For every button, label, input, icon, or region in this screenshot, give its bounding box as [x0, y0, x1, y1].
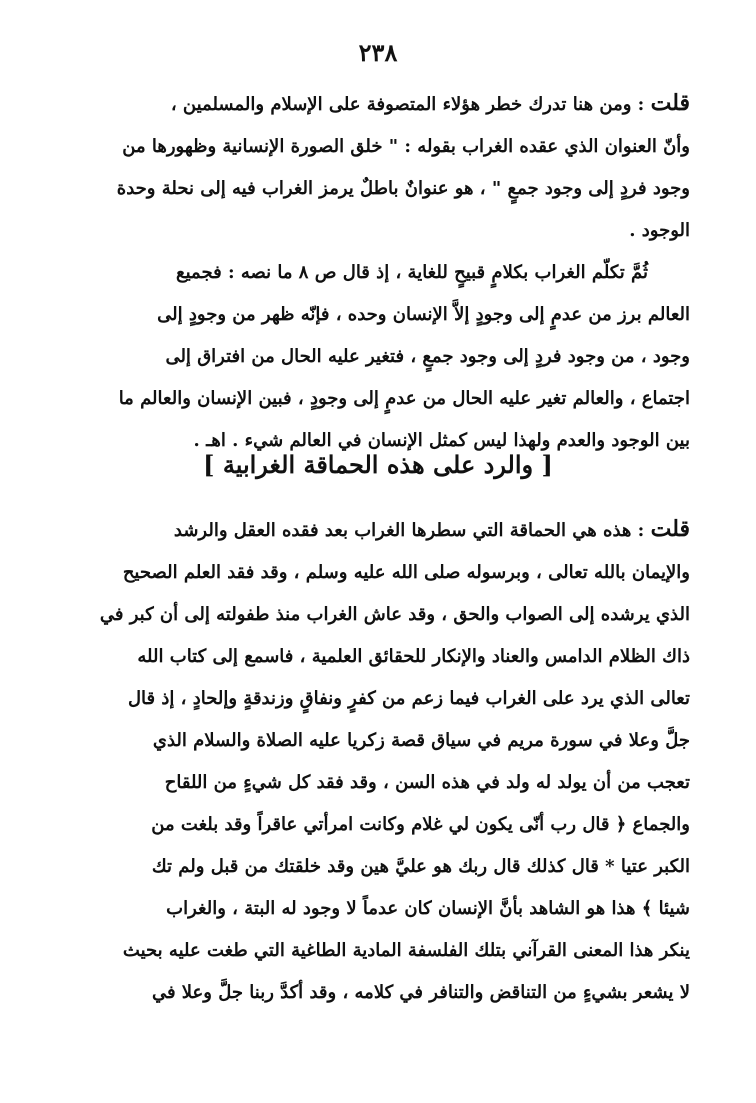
text-line: قلت : ومن هنا تدرك خطر هؤلاء المتصوفة على الإسلام والمسلمين ، [170, 90, 690, 116]
text-line: بين الوجود والعدم ولهذا ليس كمثل الإنسان في العالم شيء . اهـ . [193, 430, 690, 451]
page-number: ٢٣٨ [358, 38, 398, 67]
text-line: والإيمان بالله تعالى ، وبرسوله صلى الله عليه وسلم ، وقد فقد العلم الصحيح [122, 562, 690, 583]
keyword-qultu: قلت [650, 516, 690, 542]
text-line: شيئا ﴾ هذا هو الشاهد بأنَّ الإنسان كان عدماً لا وجود له البتة ، والغراب [166, 898, 690, 919]
text-line: جلَّ وعلا في سورة مريم في سياق قصة زكريا عليه الصلاة والسلام الذي [152, 730, 690, 751]
text-line: الوجود . [629, 220, 690, 241]
text-line: والجماع ﴿ قال رب أنّى يكون لي غلام وكانت امرأتي عاقراً وقد بلغت من [151, 814, 690, 835]
text-line: الذي يرشده إلى الصواب والحق ، وقد عاش الغراب منذ طفولته إلى أن كبر في [99, 604, 690, 625]
text-line: ينكر هذا المعنى القرآني بتلك الفلسفة المادية الطاغية التي طغت عليه بحيث [122, 940, 690, 961]
text-line: وجود ، من وجود فردٍ إلى وجود جمعٍ ، فتغير عليه الحال من افتراق إلى [165, 346, 690, 367]
text-line: تعالى الذي يرد على الغراب فيما زعم من كفرٍ ونفاقٍ وزندقةٍ وإلحادٍ ، إذ قال [127, 688, 690, 709]
text-line: لا يشعر بشيءٍ من التناقض والتنافر في كلامه ، وقد أكدَّ ربنا جلَّ وعلا في [151, 982, 690, 1003]
text-line: ثُمَّ تكلّم الغراب بكلامٍ قبيحٍ للغاية ، إذ قال ص ٨ ما نصه : فجميع [176, 262, 648, 283]
text-line: العالم برز من عدمٍ إلى وجودٍ إلاَّ الإنسان وحده ، فإنّه ظهر من وجودٍ إلى [157, 304, 690, 325]
paragraph-intro [66, 82, 690, 252]
section-heading: [ والرد على هذه الحماقة الغرابية ] [203, 450, 553, 479]
text-line: ذاك الظلام الدامس والعناد والإنكار للحقائق العلمية ، فاسمع إلى كتاب الله [137, 646, 690, 667]
text-line: اجتماع ، والعالم تغير عليه الحال من عدمٍ إلى وجودٍ ، فبين الإنسان والعالم ما [118, 388, 690, 409]
paragraph-rebuttal [66, 508, 690, 1014]
text-line: وجود فردٍ إلى وجود جمعٍ " ، هو عنوانٌ باطلٌ يرمز الغراب فيه إلى نحلة وحدة [116, 178, 690, 199]
text-line: قلت : هذه هي الحماقة التي سطرها الغراب بعد فقده العقل والرشد [173, 516, 690, 542]
paragraph-quote [66, 252, 690, 462]
text-line: الكبر عتيا * قال كذلك قال ربك هو عليَّ هين وقد خلقتك من قبل ولم تك [151, 856, 690, 877]
keyword-qultu: قلت [650, 90, 690, 116]
text-line: وأنّ العنوان الذي عقده الغراب بقوله : " خلق الصورة الإنسانية وظهورها من [122, 136, 690, 157]
text-line: تعجب من أن يولد له ولد في هذه السن ، وقد فقد كل شيءٍ من اللقاح [164, 772, 690, 793]
